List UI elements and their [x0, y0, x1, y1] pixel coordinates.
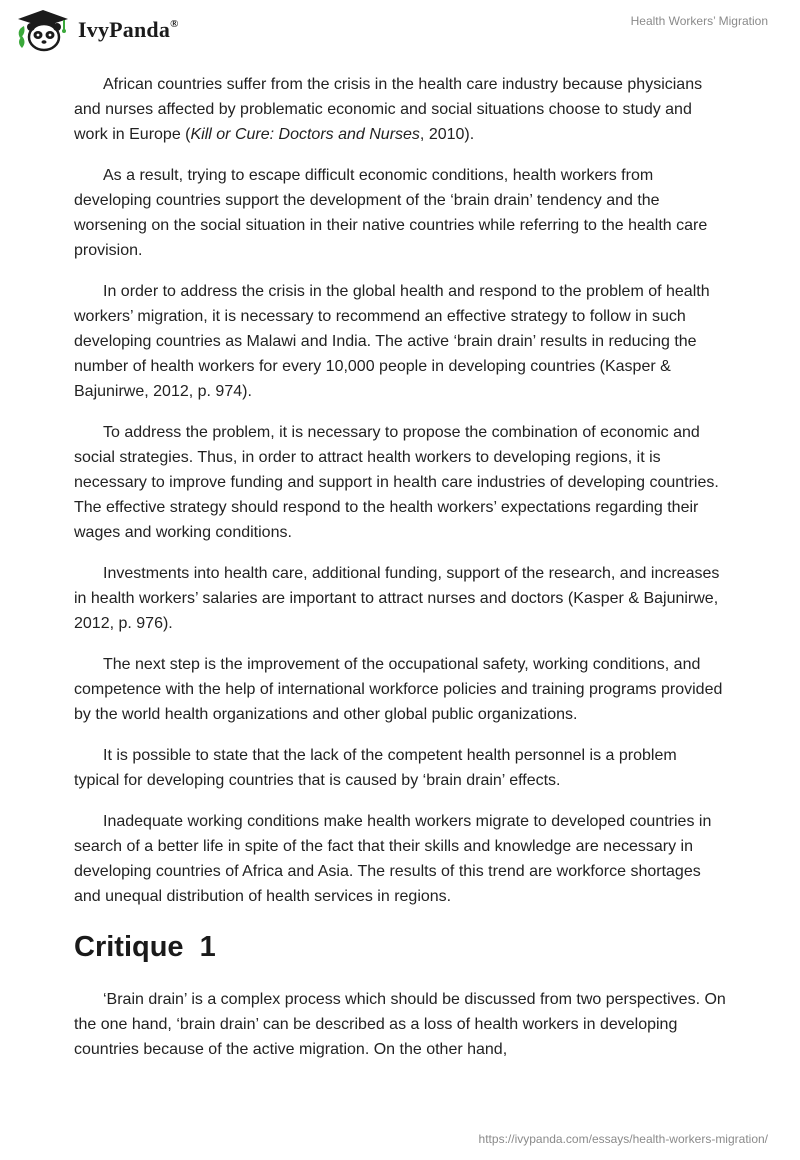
registered-mark: ® — [170, 17, 179, 30]
paragraph: In order to address the crisis in the global health and respond to the problem of health workers’ migration, it is necessary to recommend an effective strategy to follow in such developing countries as Malawi and India. The active ‘brain drain’ results in reducing the number of health workers for every 10,000 people in developing countries (Kasper & Bajunirwe, 2012, p. 974). — [74, 283, 710, 400]
paragraph: The next step is the improvement of the occupational safety, working conditions, and competence with the help of international workforce policies and training programs provided by the world health organizations and other global public organizations. — [74, 656, 723, 723]
paragraph: African countries suffer from the crisis in the health care industry because physicians and nurses affected by problematic economic and social situations choose to study and work in Europe (Kill or Cure: Doctors and Nurses, 2010). — [74, 76, 703, 143]
paragraph: It is possible to state that the lack of the competent health personnel is a problem typical for developing countries that is caused by ‘brain drain’ effects. — [74, 747, 677, 789]
paragraph: ‘Brain drain’ is a complex process which should be discussed from two perspectives. On the one hand, ‘brain drain’ can be described as a loss of health workers in developing countries because of the active migration. On the other hand, — [74, 991, 726, 1058]
brand-name: IvyPanda® — [78, 17, 179, 42]
source-url[interactable]: https://ivypanda.com/essays/health-workers-migration/ — [478, 1132, 768, 1146]
paragraph: Inadequate working conditions make health workers migrate to developed countries in search of a better life in spite of the fact that their skills and knowledge are necessary in developing countries of Africa and Asia. The results of this trend are workforce shortages and unequal distribution of health services in regions. — [74, 813, 712, 905]
page-header — [0, 0, 800, 70]
paragraph: To address the problem, it is necessary to propose the combination of economic and social strategies. Thus, in order to attract health workers to developing regions, it is necessary to improve funding and support in health care industries of developing countries. The effective strategy should respond to the health workers’ expectations regarding their wages and working conditions. — [74, 424, 719, 541]
paragraph: Investments into health care, additional funding, support of the research, and increases in health workers’ salaries are important to attract nurses and doctors (Kasper & Bajunirwe, 2012, p. 976). — [74, 565, 720, 632]
section-heading: Critique 1 — [74, 931, 216, 963]
panda-graduate-icon — [14, 8, 72, 52]
essay-body — [74, 72, 726, 1078]
cited-title: Kill or Cure: Doctors and Nurses — [190, 126, 420, 143]
document-title: Health Workers’ Migration — [630, 14, 768, 28]
brand-logo[interactable] — [14, 8, 179, 52]
paragraph: As a result, trying to escape difficult economic conditions, health workers from developing countries support the development of the ‘brain drain’ tendency and the worsening on the social situation in their native countries while referring to the health care provision. — [74, 167, 708, 259]
